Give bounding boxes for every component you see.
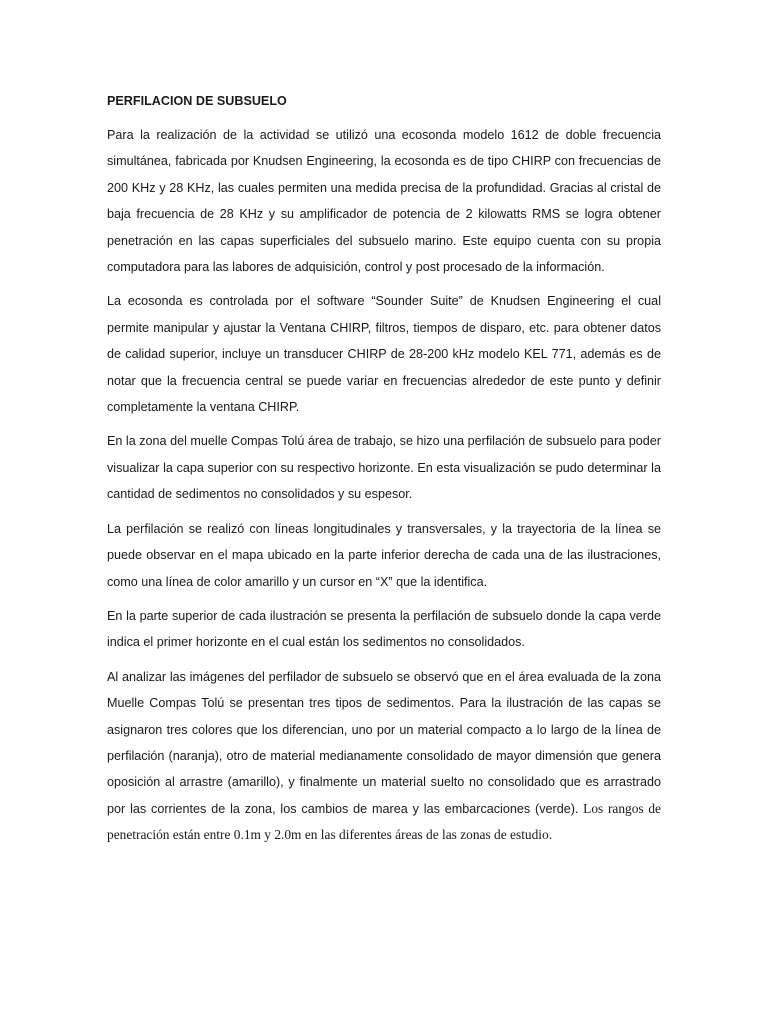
paragraph-penetration-range: Los rangos de penetración están entre 0.1m y 2.0m en las diferentes áreas de las zonas de estudio. (107, 800, 662, 843)
paragraph-equipment: Para la realización de la actividad se utilizó una ecosonda modelo 1612 de doble frecuencia simultánea, fabricada por Knudsen Engineering, la ecosonda es de tipo CHIRP con frecuencias de 200 KHz y 28 KHz, las cuales permiten una medida precisa de la profundidad. Gracias al cristal de baja frecuencia de 28 KHz y su amplificador de potencia de 2 kilowatts RMS se logra obtener penetración en las capas superficiales del subsuelo marino. Este equipo cuenta con su propia computadora para las labores de adquisición, control y post procesado de la información. (107, 128, 661, 275)
document-title: PERFILACION DE SUBSUELO (107, 94, 287, 108)
document-page (107, 88, 661, 857)
paragraph-green-layer: En la parte superior de cada ilustración se presenta la perfilación de subsuelo donde la capa verde indica el primer horizonte en el cual están los sedimentos no consolidados. (107, 608, 661, 650)
paragraph-software: La ecosonda es controlada por el software “Sounder Suite” de Knudsen Engineering el cual permite manipular y ajustar la Ventana CHIRP, filtros, tiempos de disparo, etc. para obtener datos de calidad superior, incluye un transducer CHIRP de 28-200 kHz modelo KEL 771, además es de notar que la frecuencia central se puede variar en frecuencias alrededor de este punto y definir completamente la ventana CHIRP. (107, 294, 661, 415)
paragraph-lines: La perfilación se realizó con líneas longitudinales y transversales, y la trayectoria de la línea se puede observar en el mapa ubicado en la parte inferior derecha de cada una de las ilustraciones, como una línea de color amarillo y un cursor en “X” que la identifica. (107, 521, 661, 589)
paragraph-work-zone: En la zona del muelle Compas Tolú área de trabajo, se hizo una perfilación de subsuelo para poder visualizar la capa superior con su respectivo horizonte. En esta visualización se pudo determinar la cantidad de sedimentos no consolidados y su espesor. (107, 434, 661, 502)
paragraph-sediments (107, 664, 661, 849)
paragraph-sediments-text: Al analizar las imágenes del perfilador de subsuelo se observó que en el área evaluada de la zona Muelle Compas Tolú se presentan tres tipos de sedimentos. Para la ilustración de las capas se asignaron tres colores que los diferencian, uno por un material compacto a lo largo de la línea de perfilación (naranja), otro de material medianamente consolidado de mayor dimensión que genera oposición al arrastre (amarillo), y finalmente un material suelto no consolidado que es arrastrado por las corrientes de la zona, los cambios de marea y las embarcaciones (verde). (107, 669, 661, 816)
